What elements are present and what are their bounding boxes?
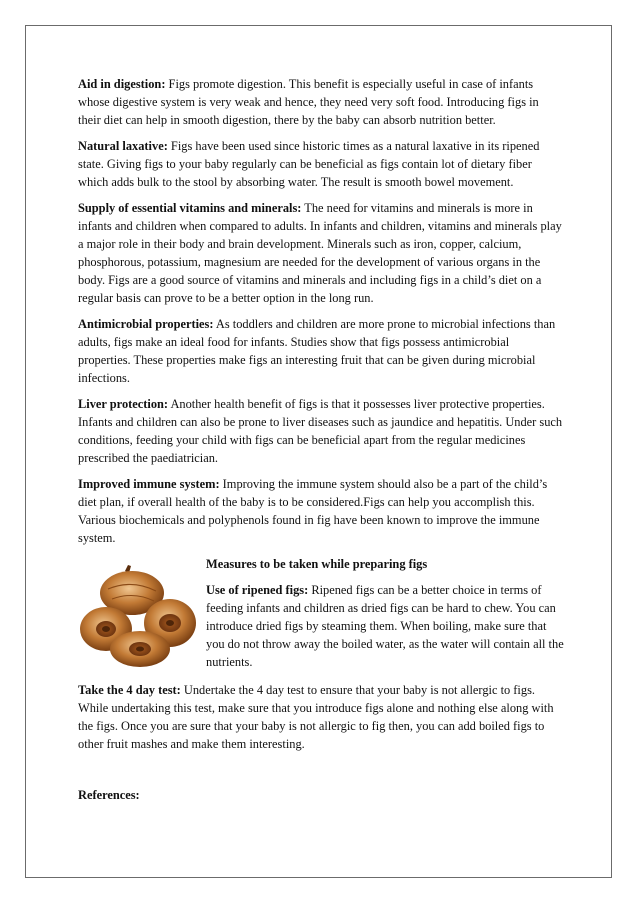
- heading-antimicrobial: Antimicrobial properties:: [78, 317, 214, 331]
- measures-text-block: [206, 555, 564, 679]
- heading-vitamins: Supply of essential vitamins and minerals:: [78, 201, 302, 215]
- document-body: [78, 75, 564, 812]
- paragraph-laxative: [78, 137, 564, 191]
- heading-ripened-figs: Use of ripened figs:: [206, 583, 309, 597]
- text-4-day-test: Undertake the 4 day test to ensure that your baby is not allergic to figs. While undertaking this test, make sure that you introduce figs alone and nothing else along with the figs. Once you are sure that your baby is not allergic to fig then, you can add boiled figs to other fruit mashes and make them interesting.: [78, 683, 554, 751]
- dried-figs-image: [78, 565, 198, 669]
- heading-immune: Improved immune system:: [78, 477, 220, 491]
- text-ripened-figs: Ripened figs can be a better choice in terms of feeding infants and children as dried figs can be hard to chew. You can introduce dried figs by steaming them. When boiling, make sure that you do not throw away the boiled water, as the water will contain all the nutrients.: [206, 583, 564, 669]
- text-digestion: Figs promote digestion. This benefit is especially useful in case of infants whose digestive system is very weak and hence, they need very soft food. Introducing figs in their diet can help in smooth digestion, there by the baby can absorb nutrition better.: [78, 77, 539, 127]
- text-vitamins: The need for vitamins and minerals is more in infants and children when compared to adults. In infants and children, vitamins and minerals play a major role in their body and brain development. Minerals such as iron, copper, calcium, phosphorous, potassium, magnesium are needed for the development of various organs in the body. Figs are a good source of vitamins and minerals and including figs in a child’s diet on a regular basis can prove to be a better option in the long run.: [78, 201, 562, 305]
- paragraph-liver: [78, 395, 564, 467]
- heading-digestion: Aid in digestion:: [78, 77, 166, 91]
- text-laxative: Figs have been used since historic times as a natural laxative in its ripened state. Giving figs to your baby regularly can be beneficial as figs contain lot of dietary fiber which adds bulk to the stool by absorbing water. The result is smooth bowel movement.: [78, 139, 540, 189]
- measures-section: [78, 555, 564, 673]
- paragraph-4-day-test: [78, 681, 564, 753]
- paragraph-immune: [78, 475, 564, 547]
- fig-bottom: [110, 631, 170, 667]
- paragraph-digestion: [78, 75, 564, 129]
- text-liver: Another health benefit of figs is that it possesses liver protective properties. Infants and children can also be prone to liver diseases such as jaundice and hepatitis. Under such conditions, feeding your child with figs can be beneficial apart from the regular medicines prescribed the paediatrician.: [78, 397, 563, 465]
- text-antimicrobial: As toddlers and children are more prone to microbial infections than adults, figs make an ideal food for infants. Studies show that figs possess antimicrobial properties. These properties make figs an interesting fruit that can be given during microbial infections.: [78, 317, 556, 385]
- heading-laxative: Natural laxative:: [78, 139, 168, 153]
- heading-4-day-test: Take the 4 day test:: [78, 683, 181, 697]
- heading-liver: Liver protection:: [78, 397, 169, 411]
- paragraph-vitamins: [78, 199, 564, 307]
- text-immune: Improving the immune system should also be a part of the child’s diet plan, if overall health of the baby is to be considered.Figs can help you accomplish this. Various biochemicals and polyphenols found in fig have been known to improve the immune system.: [78, 477, 548, 545]
- measures-title: Measures to be taken while preparing figs: [206, 557, 428, 571]
- paragraph-antimicrobial: [78, 315, 564, 387]
- references-heading: References:: [78, 788, 140, 802]
- paragraph-ripened-figs: [206, 581, 564, 671]
